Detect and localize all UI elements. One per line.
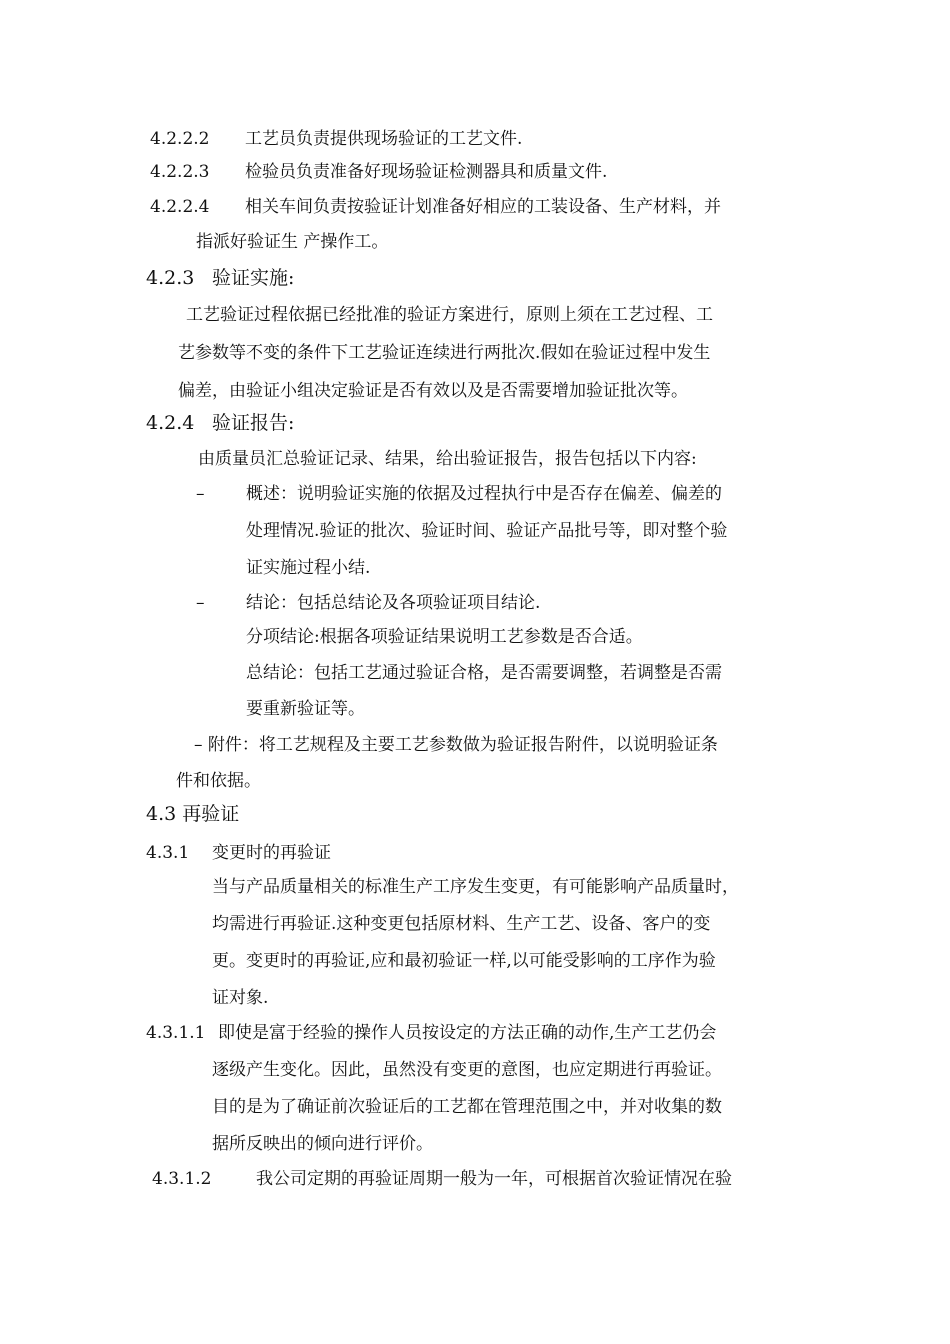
bullet-text: – 附件：将工艺规程及主要工艺参数做为验证报告附件，以说明验证条 [194,735,718,755]
paragraph-line: 工艺验证过程依据已经批准的验证方案进行，原则上须在工艺过程、工 [186,305,713,325]
paragraph-line: 证对象. [212,988,269,1008]
item-number: 4.3.1.1 [146,1023,206,1043]
paragraph-line: 更。变更时的再验证,应和最初验证一样,以可能受影响的工序作为验 [212,951,716,971]
heading-4-3-1 [146,842,331,864]
bullet-text: 总结论：包括工艺通过验证合格，是否需要调整，若调整是否需 [246,663,722,683]
heading-number: 4.3.1 [146,843,190,863]
bullet-text: 分项结论:根据各项验证结果说明工艺参数是否合适。 [246,627,643,647]
bullet-dash: – [196,593,205,613]
item-text: 检验员负责准备好现场验证检测器具和质量文件. [245,162,608,182]
bullet-dash: – [196,484,205,504]
item-number: 4.2.2.4 [150,197,210,217]
item-number: 4.3.1.2 [152,1169,212,1189]
item-text-continued: 指派好验证生 产操作工。 [196,232,389,252]
heading-4-2-3 [146,267,295,289]
item-4-3-1-1 [146,1022,717,1044]
paragraph-line: 均需进行再验证.这种变更包括原材料、生产工艺、设备、客户的变 [212,914,711,934]
item-text: 工艺员负责提供现场验证的工艺文件. [245,129,523,149]
item-number: 4.2.2.3 [150,162,210,182]
heading-title: 验证报告: [212,412,295,434]
bullet-text: 概述：说明验证实施的依据及过程执行中是否存在偏差、偏差的 [246,484,722,504]
heading-number: 4.2.3 [146,267,195,289]
item-number: 4.2.2.2 [150,129,210,149]
item-text: 我公司定期的再验证周期一般为一年，可根据首次验证情况在验 [256,1169,732,1189]
item-text: 相关车间负责按验证计划准备好相应的工装设备、生产材料，并 [245,197,721,217]
bullet-text: 证实施过程小结. [246,558,371,578]
paragraph-line: 由质量员汇总验证记录、结果，给出验证报告，报告包括以下内容: [198,449,697,469]
paragraph-line: 目的是为了确证前次验证后的工艺都在管理范围之中，并对收集的数 [212,1097,722,1117]
bullet-text: 处理情况.验证的批次、验证时间、验证产品批号等，即对整个验 [246,521,728,541]
bullet-text: 要重新验证等。 [246,699,365,719]
heading-4-3: 4.3 再验证 [146,803,240,825]
item-4-3-1-2 [152,1168,732,1190]
item-4-2-2-4 [150,196,721,218]
paragraph-line: 据所反映出的倾向进行评价。 [212,1134,433,1154]
heading-title: 验证实施: [212,267,295,289]
paragraph-line: 当与产品质量相关的标准生产工序发生变更，有可能影响产品质量时， [212,877,739,897]
bullet-text: 件和依据。 [176,771,261,791]
paragraph-line: 艺参数等不变的条件下工艺验证连续进行两批次.假如在验证过程中发生 [178,343,711,363]
bullet-text: 结论：包括总结论及各项验证项目结论. [246,593,541,613]
paragraph-line: 逐级产生变化。因此，虽然没有变更的意图，也应定期进行再验证。 [212,1060,722,1080]
item-text: 即使是富于经验的操作人员按设定的方法正确的动作,生产工艺仍会 [218,1023,717,1043]
heading-4-2-4 [146,412,295,434]
item-4-2-2-3 [150,161,608,183]
heading-number: 4.2.4 [146,412,195,434]
heading-title: 变更时的再验证 [212,843,331,863]
paragraph-line: 偏差，由验证小组决定验证是否有效以及是否需要增加验证批次等。 [178,381,688,401]
item-4-2-2-2 [150,128,523,150]
